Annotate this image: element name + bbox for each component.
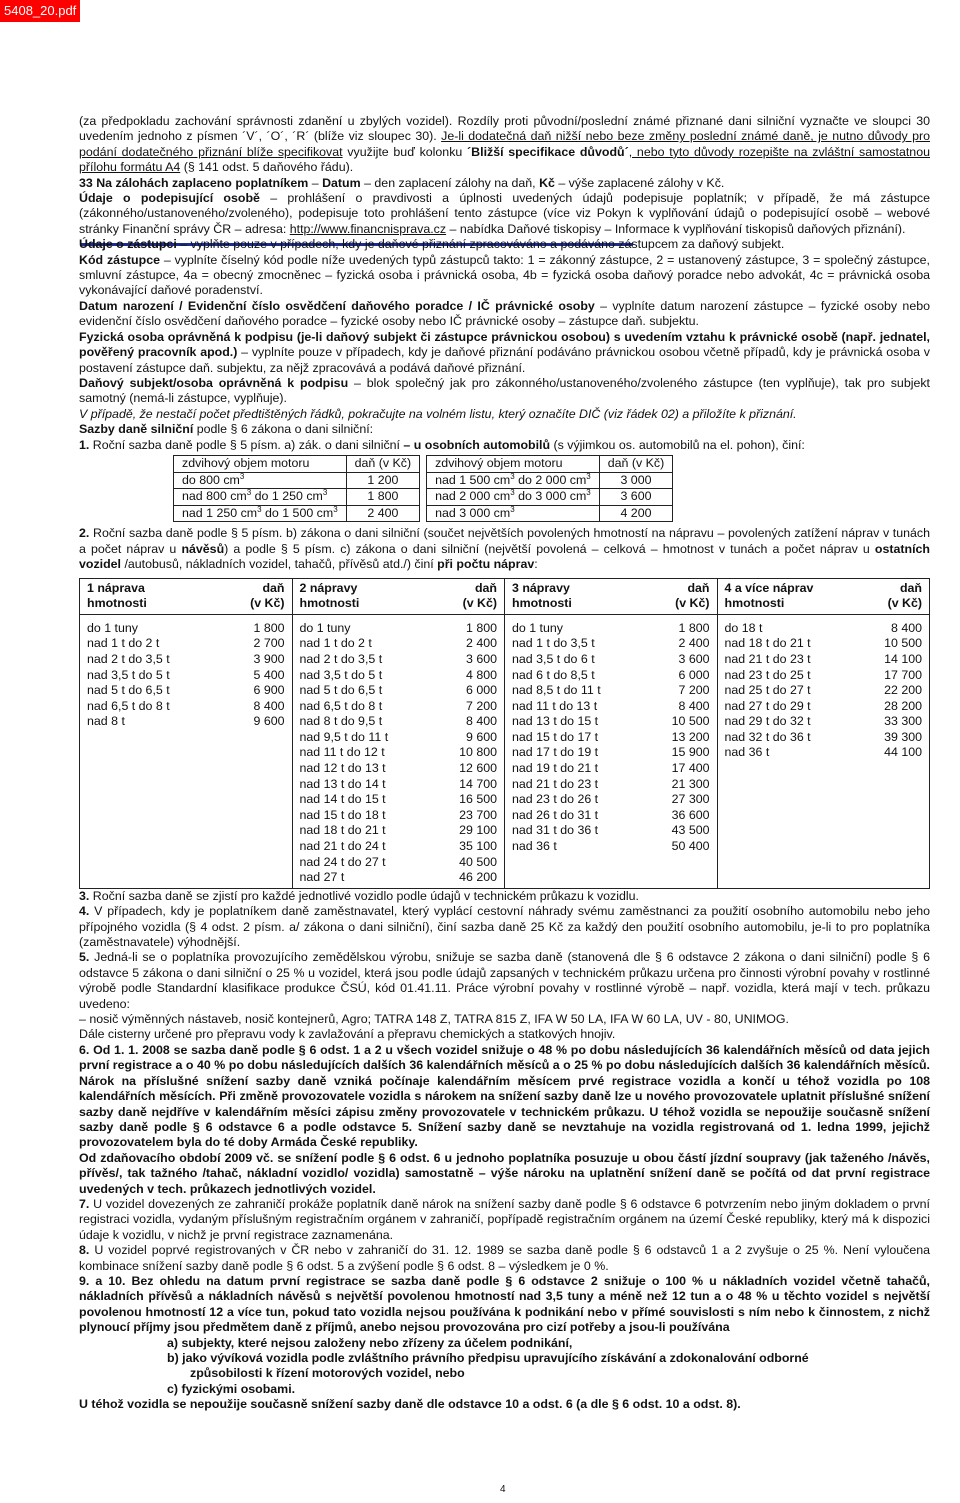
paragraph-representative-code: Kód zástupce – vyplníte číselný kód podle níže uvedených typů zástupců takto: 1 = zákonný zástupce, 2 = ustanovený zástupce, 3 = společný zástupce, smluvní zástupce, 4a = obecný zmocněnec – fyzická osoba i právnická osoba, 4b = fyzická osoba daňový poradce nebo advokát, 4c = právnická osoba vykonávající daňové poradenství. <box>79 252 930 298</box>
list-item: nad 19 t do 21 t 17 400 <box>512 761 710 776</box>
list-item: nad 18 t do 21 t 29 100 <box>299 823 497 838</box>
financnisprava-link[interactable]: http://www.financnisprava.cz <box>289 221 447 236</box>
paragraph-tax-subject: Daňový subjekt/osoba oprávněná k podpisu – blok společný jak pro zákonného/ustanoveného/zvoleného zástupce (ten vyplňuje), tak pro subjekt samotný (nemá-li zástupce, vyplňuje). <box>79 375 930 406</box>
list-item: nad 5 t do 6,5 t 6 000 <box>299 683 497 698</box>
axle-column-values <box>292 614 505 888</box>
axle-column-header: 4 a více náprav daň hmotnosti (v Kč) <box>717 578 930 614</box>
list-item: nad 6,5 t do 8 t 7 200 <box>299 698 497 713</box>
paragraph-rates-heading: Sazby daně silniční podle § 6 zákona o dani silniční: <box>79 422 374 437</box>
paragraph-vehicle-list: – nosič výměnných nástaveb, nosič kontejnerů, Agro; TATRA 148 Z, TATRA 815 Z, IFA W 50 LA, IFA W 60 LA, UV - 80, UNIMOG. <box>79 1012 790 1027</box>
paragraph-advances: 33 Na zálohách zaplaceno poplatníkem – Datum – den zaplacení zálohy na daň, Kč – výše zaplacené zálohy v Kč. <box>79 175 725 190</box>
engine-volume-cell: do 800 $cm^3$ <box>174 472 347 489</box>
list-item: nad 6,5 t do 8 t 8 400 <box>87 698 285 713</box>
list-item: nad 5 t do 6,5 t 6 900 <box>87 683 285 698</box>
list-item: nad 26 t do 31 t 36 600 <box>512 807 710 822</box>
axle-rates-table <box>79 578 930 889</box>
paragraph-2009: Od zdaňovacího období 2009 vč. se snížení podle § 6 odst. 6 u jednoho poplatníka posuzuje u obou částí jízdní soupravy (jak taženého /návěs, přívěs/, tak tažného /tahač, nákladní vozidlo/ vozidla) samostatně – výše nároku na uplatnění snížení daně se počítá od dat první registrace uvedených v tech. průkazech jednotlivých vozidel. <box>79 1150 930 1196</box>
list-item: nad 18 t do 21 t 10 500 <box>724 636 922 651</box>
engine-volume-cell: nad 2 000 $cm^3$ do 3 000 $cm^3$ <box>427 489 600 506</box>
paragraph-rate-1: 1. Roční sazba daně podle § 5 písm. a) zák. o dani silniční – u osobních automobilů (s výjimkou os. automobilů na el. pohon), činí: <box>79 437 805 452</box>
paragraph-rate-6: 6. Od 1. 1. 2008 se sazba daně podle § 6 odst. 1 a 2 u všech vozidel snižuje o 48 % po dobu následujících 36 kalendářních měsíců od data jejich první registrace a o 40 % po dobu následujících dalších 36 kalendářních měsíců a o 25 % po dobu následujících dalších 36 kalendářních měsíců. Nárok na příslušné snížení sazby daně vzniká počínaje kalendářním měsícem prvé registrace vozidla a končí u téhož vozidla po 108 kalendářních měsících. Při změně provozovatele vozidla s nárokem na snížení sazby daně lze u nového provozovatele uplatnit příslušné snížení sazby daně nejdříve v kalendářním měsíci zápisu změny provozovatele v technickém průkazu. U téhož vozidla se nepoužije současně snížení sazby daně podle § 6 odstavce 6 a podle odstavce 5. Snížení sazby daně se nevztahuje na vozidla registrovaná od 1. ledna 1999, jejichž provozovatelem byla do té doby Armáda České republiky. <box>79 1042 930 1150</box>
list-item: nad 21 t do 24 t 35 100 <box>299 839 497 854</box>
paragraph-representative: Údaje o zástupci – vyplňte pouze v případech, kdy je daňové přiznání zpracováváno a podáváno zástupcem za daňový subjekt. <box>79 237 785 252</box>
list-item: nad 12 t do 13 t 12 600 <box>299 761 497 776</box>
engine-volume-cell: nad 1 500 $cm^3$ do 2 000 $cm^3$ <box>427 472 600 489</box>
axle-column-header: 2 nápravy daň hmotnosti (v Kč) <box>292 578 505 614</box>
list-item: nad 8 t do 9,5 t 8 400 <box>299 714 497 729</box>
column-header: daň (v Kč) <box>599 455 672 472</box>
list-item: nad 13 t do 14 t 14 700 <box>299 776 497 791</box>
paragraph-rate-4: 4. V případech, kdy je poplatníkem daně zaměstnavatel, který vyplácí cestovní náhrady svému zaměstnanci za použití osobního automobilu nebo jeho přípojného vozidla (§ 4 odst. 2 písm. a/ zákona o dani silniční), činí sazba daně 25 Kč za každý den použití osobního automobilu, je-li to pro poplatníka (zaměstnavatele) výhodnější. <box>79 904 930 950</box>
list-item: nad 6 t do 8,5 t 6 000 <box>512 667 710 682</box>
list-item: nad 24 t do 27 t 40 500 <box>299 854 497 869</box>
list-item: nad 25 t do 27 t 22 200 <box>724 683 922 698</box>
list-item: nad 21 t do 23 t 14 100 <box>724 651 922 666</box>
list-item: nad 8,5 t do 11 t 7 200 <box>512 683 710 698</box>
column-header: daň (v Kč) <box>346 455 419 472</box>
list-item-a: a) subjekty, které nejsou založeny nebo zřízeny za účelem podnikání, <box>167 1335 573 1350</box>
list-item: nad 23 t do 25 t 17 700 <box>724 667 922 682</box>
table-row <box>174 472 673 489</box>
axle-column-header: 1 náprava daň hmotnosti (v Kč) <box>80 578 293 614</box>
paragraph-rate-9-10: 9. a 10. Bez ohledu na datum první registrace se sazba daně podle § 6 odstavce 2 snižuje o 100 % u nákladních vozidel včetně tahačů, nákladních přívěsů a nákladních návěsů s největší povolenou hmotností nad 3,5 tuny a méně než 12 tun a o 48 % u těchto vozidel s největší povolenou hmotností 12 a více tun, pokud tato vozidla nejsou používána k podnikání nebo v přímé souvislosti s ním nebo k činnostem, z nichž plynoucí příjmy jsou předmětem daně z příjmů, anebo nejsou provozována pro cizí potřeby a jsou-li používána <box>79 1273 930 1335</box>
list-item: nad 1 t do 2 t 2 400 <box>299 636 497 651</box>
column-header: zdvihový objem motoru <box>174 455 347 472</box>
paragraph-signatory: Údaje o podepisující osobě – prohlášení o pravdivosti a úplnosti uvedených údajů podepisuje poplatník; v případě, že má zástupce (zákonného/ustanoveného/zvoleného), podepisuje toto prohlášení tento zástupce (více viz Pokyn k vyplňování údajů o podepisující osobě – webové stránky Finanční správy ČR – adresa: http://www.financnisprava.cz – nabídka Daňové tiskopisy – Informace k vyplňování tiskopisů daňových přiznání). <box>79 191 930 236</box>
list-item: nad 2 t do 3,5 t 3 600 <box>299 651 497 666</box>
axle-column-values <box>80 614 293 888</box>
engine-volume-cell: nad 800 $cm^3$ do 1 250 $cm^3$ <box>174 489 347 506</box>
paragraph-rate-2: 2. Roční sazba daně podle § 5 písm. b) zákona o dani silniční (součet největších povolených hmotností na nápravu – povolených zatížení náprav v tunách a počet náprav u návěsů) a podle § 5 písm. c) zákona o dani silniční (největší povolená – celková – hmotnost v tunách a počet náprav u ostatních vozidel /autobusů, nákladních vozidel, tahačů, přívěsů atd./) činí při počtu náprav: <box>79 526 930 572</box>
paragraph-rate-3: 3. Roční sazba daně se zjistí pro každé jednotlivé vozidlo podle údajů v technickém průkazu k vozidlu. <box>79 888 639 903</box>
passenger-car-rates-table <box>173 455 673 522</box>
passenger-car-rates-body <box>174 472 673 522</box>
axle-column-values <box>505 614 718 888</box>
table-header-row <box>80 578 930 614</box>
axle-column-header: 3 nápravy daň hmotnosti (v Kč) <box>505 578 718 614</box>
paragraph-rate-5: 5. Jedná-li se o poplatníka provozujícího zemědělskou výrobu, snižuje se sazba daně (stanovená dle § 6 odstavce 2 zákona o dani silniční) podle § 6 odstavce 5 zákona o dani silniční o 25 % u vozidel, která jsou podle údajů zapsaných v technickém průkazu určena pro činnosti výrobní povahy v rostlinné výrobě podle Standardní klasifikace produkce ČSÚ, kód 01.41.11. Práce výrobní povahy v rostlinné výrobě – např. vozidla, která mají v tech. průkazu uvedeno: <box>79 950 930 1011</box>
page-number: 4 <box>500 1484 506 1495</box>
tax-cell: 1 800 <box>346 489 419 506</box>
tax-cell: 3 000 <box>599 472 672 489</box>
table-gap <box>420 489 427 506</box>
list-item: nad 3,5 t do 5 t 4 800 <box>299 667 497 682</box>
column-header: zdvihový objem motoru <box>427 455 600 472</box>
list-item-b: b) jako vývíková vozidla podle zvláštního právního předpisu upravujícího získávání a zdokonalování odborné <box>167 1351 809 1365</box>
table-gap <box>420 455 427 472</box>
list-item: do 1 tuny 1 800 <box>512 620 710 635</box>
list-item: nad 32 t do 36 t 39 300 <box>724 729 922 744</box>
list-item: nad 27 t do 29 t 28 200 <box>724 698 922 713</box>
list-item: nad 31 t do 36 t 43 500 <box>512 823 710 838</box>
tax-cell: 2 400 <box>346 505 419 522</box>
list-item: nad 11 t do 13 t 8 400 <box>512 698 710 713</box>
list-item: nad 15 t do 18 t 23 700 <box>299 807 497 822</box>
table-row <box>174 505 673 522</box>
list-item: nad 1 t do 3,5 t 2 400 <box>512 636 710 651</box>
table-header-row <box>174 455 673 472</box>
paragraph-rate-8: 8. U vozidel poprvé registrovaných v ČR nebo v zahraničí do 31. 12. 1989 se sazba daně podle § 6 odstavců 1 a 2 zvyšuje o 25 %. Není vyloučena kombinace snížení sazby daně podle § 6 odst. 5 a zvýšení podle § 6 odst. 8 – výsledkem je 0 %. <box>79 1243 930 1273</box>
list-item-b-cont: způsobilosti k řízení motorových vozidel, nebo <box>190 1366 465 1381</box>
list-item: do 1 tuny 1 800 <box>87 620 285 635</box>
list-item: nad 36 t 44 100 <box>724 745 922 760</box>
list-item: nad 14 t do 15 t 16 500 <box>299 792 497 807</box>
paragraph-final: U téhož vozidla se nepoužije současně snížení sazby daně dle odstavce 10 a odst. 6 (a dle § 6 odst. 10 a odst. 8). <box>79 1397 741 1412</box>
tax-cell: 4 200 <box>599 505 672 522</box>
list-item: do 18 t 8 400 <box>724 620 922 635</box>
axle-column-values <box>717 614 930 888</box>
table-row <box>174 489 673 506</box>
tax-cell: 1 200 <box>346 472 419 489</box>
paragraph-intro: (za předpokladu zachování správnosti zdanění u zbylých vozidel). Rozdíly proti původní/poslední známé přiznané dani silniční vyznačte ve sloupci 30 uvedením jednoho z písmen ´V´, ´O´, ´R´ (blíže viz sloupec 30). Je-li dodatečná daň nižší nebo beze změny poslední známé daně, je nutno důvody pro podání dodatečného přiznání blíže specifikovat využijte buď kolonku ´Bližší specifikace důvodů´, nebo tyto důvody rozepište na zvláštní samostatnou přílohu formátu A4 (§ 141 odst. 5 daňového řádu). <box>79 114 930 175</box>
list-item: nad 27 t 46 200 <box>299 870 497 885</box>
list-item: nad 2 t do 3,5 t 3 900 <box>87 651 285 666</box>
document-page <box>79 114 930 1413</box>
table-gap <box>420 505 427 522</box>
list-item: nad 9,5 t do 11 t 9 600 <box>299 729 497 744</box>
list-item: nad 11 t do 12 t 10 800 <box>299 745 497 760</box>
engine-volume-cell: nad 3 000 $cm^3$ <box>427 505 600 522</box>
list-item-c: c) fyzickými osobami. <box>167 1381 296 1396</box>
table-row <box>80 614 930 888</box>
list-item: nad 21 t do 23 t 21 300 <box>512 776 710 791</box>
list-item: nad 29 t do 32 t 33 300 <box>724 714 922 729</box>
paragraph-cisterns: Dále cisterny určené pro přepravu vody k zavlažování a přepravu chemických a statkových hnojiv. <box>79 1027 616 1042</box>
list-item: nad 3,5 t do 6 t 3 600 <box>512 651 710 666</box>
pdf-tab-label[interactable]: 5408_20.pdf <box>0 0 80 22</box>
paragraph-birthdate: Datum narození / Evidenční číslo osvědčení daňového poradce / IČ právnické osoby – vyplníte datum narození zástupce – fyzické osoby nebo evidenční číslo osvědčení daňového poradce – fyzické osoby nebo IČ právnické osoby – zástupce daň. subjektu. <box>79 298 930 329</box>
tax-cell: 3 600 <box>599 489 672 506</box>
list-item: nad 3,5 t do 5 t 5 400 <box>87 667 285 682</box>
list-item: nad 13 t do 15 t 10 500 <box>512 714 710 729</box>
list-item: nad 15 t do 17 t 13 200 <box>512 729 710 744</box>
list-item: nad 1 t do 2 t 2 700 <box>87 636 285 651</box>
list-item: nad 17 t do 19 t 15 900 <box>512 745 710 760</box>
list-item: nad 8 t 9 600 <box>87 714 285 729</box>
engine-volume-cell: nad 1 250 $cm^3$ do 1 500 $cm^3$ <box>174 505 347 522</box>
paragraph-authorized-person: Fyzická osoba oprávněná k podpisu (je-li daňový subjekt či zástupce právnickou osobou) s uvedením vztahu k právnické osobě (např. jednatel, pověřený pracovník apod.) – vyplníte pouze v případech, kdy je daňové přiznání podáváno právnickou osobou včetně případů, kdy je právnická osoba v postavení zástupce daň. subjektu, za nějž zpracovává a podává daňové přiznání. <box>79 329 930 375</box>
table-gap <box>420 472 427 489</box>
paragraph-extra-sheet: V případě, že nestačí počet předtištěných řádků, pokračujte na volném listu, který označíte DIČ (viz řádek 02) a přiložíte k přiznání. <box>79 406 797 421</box>
list-item: nad 36 t 50 400 <box>512 839 710 854</box>
list-item: nad 23 t do 26 t 27 300 <box>512 792 710 807</box>
paragraph-rate-7: 7. U vozidel dovezených ze zahraničí prokáže poplatník daně nárok na snížení sazby daně podle § 6 odstavce 6 potvrzením nebo jiným dokladem o první registraci vozidla, vydaným příslušným registračním orgánem v zahraničí, popřípadě registračním orgánem na území České republiky, který má k dispozici údaje k vozidlu, v nichž je první registrace zaznamenána. <box>79 1196 930 1242</box>
list-item: do 1 tuny 1 800 <box>299 620 497 635</box>
